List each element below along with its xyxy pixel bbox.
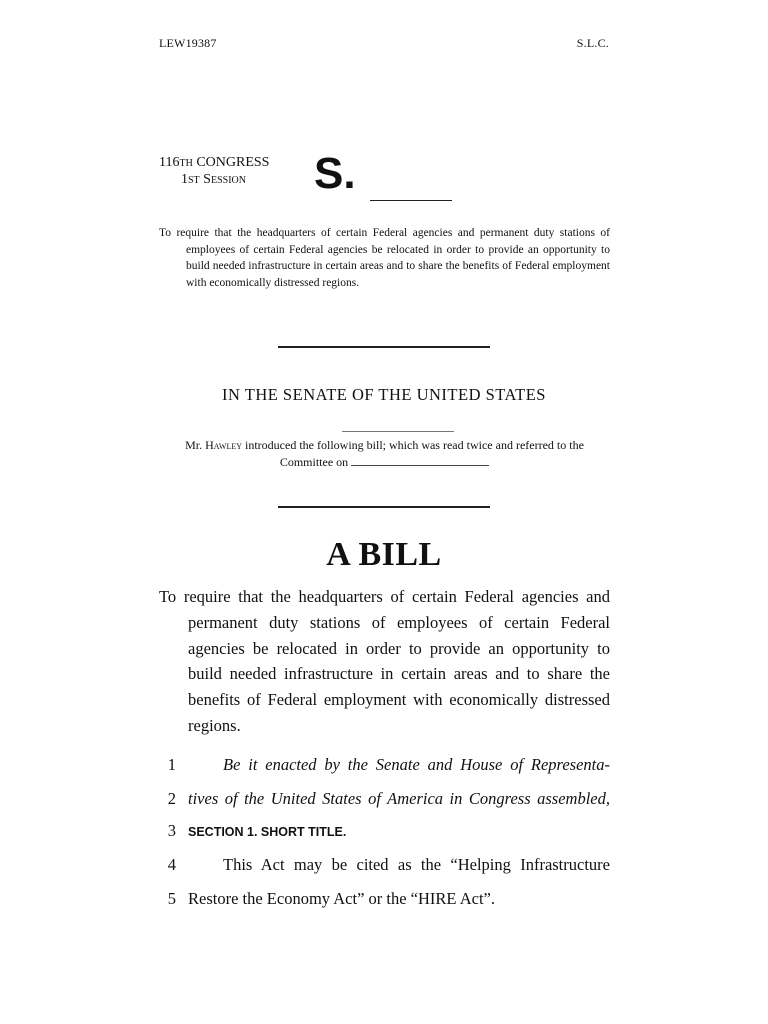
bill-prefix: S. [314,149,356,198]
congress-number: 116 [159,155,180,170]
sponsor-name: Hawley [205,438,243,452]
purpose-summary: To require that the headquarters of certain Federal agencies and permanent duty stations of employees of certain Federal agencies be relocated in order to provide an opportunity to build needed infrastructure in certain areas and to share the benefits of Federal employment with economically distressed regions. [159,227,610,289]
congress-number-suffix: TH [179,158,193,169]
section-text-line: Restore the Economy Act” or the “HIRE Act”. [188,889,495,908]
introduction-text [159,437,610,471]
sponsor-prefix: Mr. [185,438,203,452]
session-word: Session [203,172,246,187]
session-number: 1 [181,172,188,187]
line-number: 1 [167,755,176,774]
chamber-heading: IN THE SENATE OF THE UNITED STATES [222,385,546,404]
enacting-clause-line: Be it enacted by the Senate and House of Representa- [223,755,610,774]
session-label [181,172,246,189]
divider-rule [278,506,490,508]
line-number: 2 [167,789,176,808]
congress-label [159,155,269,172]
section-text-line: This Act may be cited as the “Helping Infrastructure [223,855,610,874]
congress-word: CONGRESS [196,155,270,170]
bill-number-blank [370,200,452,201]
enacting-clause-line: tives of the United States of America in Congress assembled, [188,789,610,808]
line-number: 5 [167,889,176,908]
committee-blank [351,455,489,466]
session-number-suffix: ST [188,175,200,186]
divider-thin [342,431,454,432]
line-number: 4 [167,855,176,874]
divider-rule [278,346,490,348]
purpose-full: To require that the headquarters of certain Federal agencies and permanent duty stations of employees of certain Federal agencies be relocated in order to provide an opportunity to build needed infrastructure in certain areas and to share the benefits of Federal employment with economically distressed regions. [159,587,610,735]
bill-heading: A BILL [326,536,442,573]
line-number: 3 [167,821,176,840]
document-code: LEW19387 [159,36,217,50]
section-heading: SECTION 1. SHORT TITLE. [188,825,347,839]
document-type-code: S.L.C. [576,36,609,50]
introduction-body: introduced the following bill; which was read twice and referred to the Committee on [245,438,584,469]
